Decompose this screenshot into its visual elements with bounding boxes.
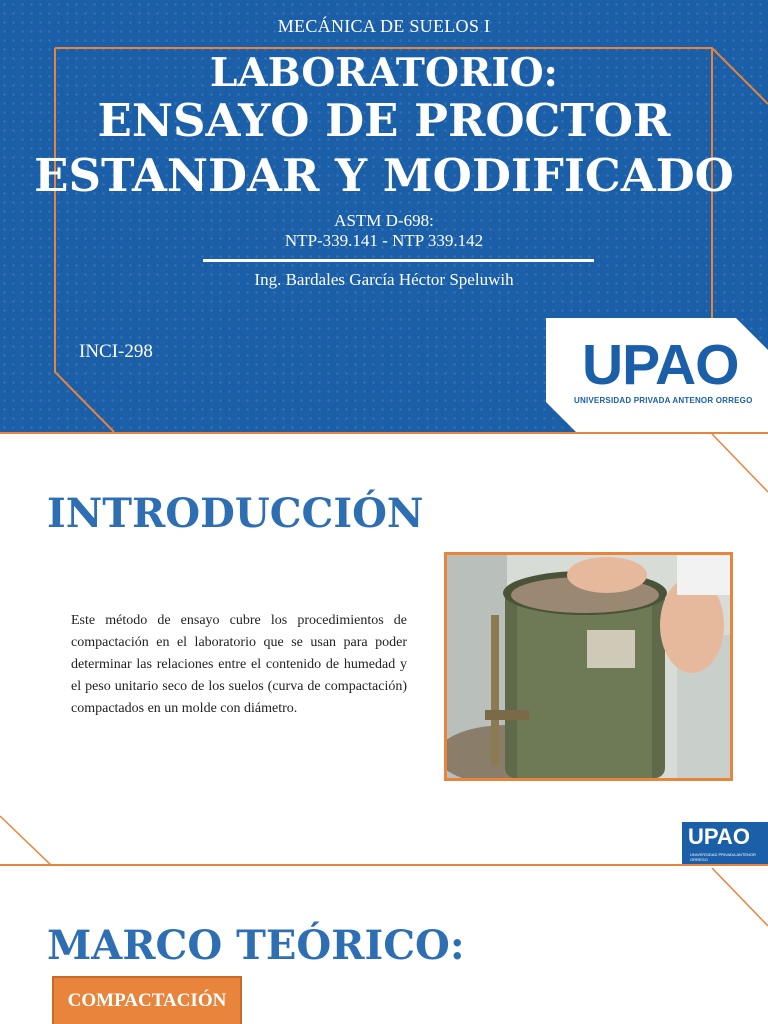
title-slide [0, 0, 768, 432]
author-name: Ing. Bardales García Héctor Speluwih [254, 270, 514, 289]
slide-title-line-3: ESTANDAR Y MODIFICADO [34, 149, 734, 202]
course-code: INCI-298 [79, 341, 153, 362]
section-heading: INTRODUCCIÓN [47, 490, 424, 537]
intro-paragraph: Este método de ensayo cubre los procedimientos de compactación en el laboratorio que se usan para poder determinar las relaciones entre el contenido de humedad y el peso unitario seco de los suelos (curva de compactación) compactados en un molde con diámetro. [71, 613, 407, 716]
upao-logo: UPAO [582, 333, 739, 397]
theory-slide [0, 868, 768, 1024]
standard-code-2: NTP-339.141 - NTP 339.142 [284, 231, 484, 250]
divider [203, 259, 594, 262]
slide-title-line-1: LABORATORIO: [210, 50, 558, 96]
course-name: MECÁNICA DE SUELOS I [277, 16, 491, 36]
university-name: UNIVERSIDAD PRIVADA ANTENOR ORREGO [690, 852, 756, 862]
university-name: UNIVERSIDAD PRIVADA ANTENOR ORREGO [574, 396, 753, 405]
compaction-button[interactable]: COMPACTACIÓN [52, 976, 242, 1024]
standard-code-1: ASTM D-698: [334, 211, 434, 230]
section-heading: MARCO TEÓRICO: [47, 922, 465, 969]
introduction-slide [0, 432, 768, 866]
proctor-mold-photo [444, 552, 733, 781]
upao-logo: UPAO [688, 824, 750, 849]
slide-title-line-2: ENSAYO DE PROCTOR [97, 94, 671, 147]
